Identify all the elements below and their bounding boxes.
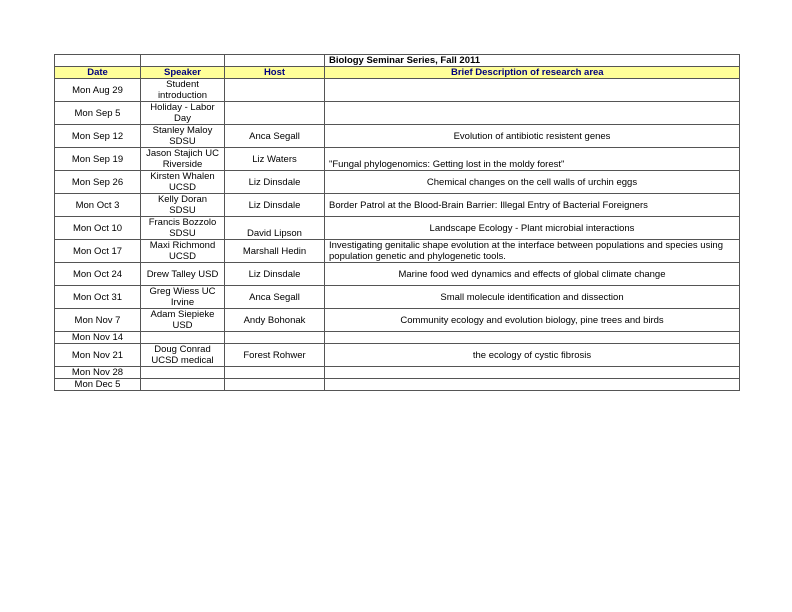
table-row bbox=[55, 240, 740, 263]
sheet-title: Biology Seminar Series, Fall 2011 bbox=[325, 55, 740, 67]
date-cell: Mon Nov 21 bbox=[55, 344, 141, 367]
description-cell: "Fungal phylogenomics: Getting lost in the moldy forest" bbox=[325, 148, 740, 171]
speaker-cell: Kelly Doran SDSU bbox=[141, 194, 225, 217]
empty-cell bbox=[225, 55, 325, 67]
speaker-cell: Kirsten Whalen UCSD bbox=[141, 171, 225, 194]
table-row bbox=[55, 102, 740, 125]
date-cell: Mon Nov 14 bbox=[55, 332, 141, 344]
table-row bbox=[55, 332, 740, 344]
header-host: Host bbox=[225, 67, 325, 79]
host-cell bbox=[225, 379, 325, 391]
speaker-cell: Doug Conrad UCSD medical bbox=[141, 344, 225, 367]
description-cell bbox=[325, 332, 740, 344]
host-cell: Anca Segall bbox=[225, 286, 325, 309]
host-cell: Liz Waters bbox=[225, 148, 325, 171]
date-cell: Mon Oct 3 bbox=[55, 194, 141, 217]
table-row bbox=[55, 125, 740, 148]
description-cell: Marine food wed dynamics and effects of global climate change bbox=[325, 263, 740, 286]
speaker-cell bbox=[141, 379, 225, 391]
speaker-cell: Greg Wiess UC Irvine bbox=[141, 286, 225, 309]
date-cell: Mon Sep 12 bbox=[55, 125, 141, 148]
description-cell: Border Patrol at the Blood-Brain Barrier: Illegal Entry of Bacterial Foreigners bbox=[325, 194, 740, 217]
host-cell: David Lipson bbox=[225, 217, 325, 240]
description-cell: Chemical changes on the cell walls of urchin eggs bbox=[325, 171, 740, 194]
header-description: Brief Description of research area bbox=[325, 67, 740, 79]
speaker-cell bbox=[141, 367, 225, 379]
description-cell: the ecology of cystic fibrosis bbox=[325, 344, 740, 367]
host-cell: Marshall Hedin bbox=[225, 240, 325, 263]
table-row bbox=[55, 148, 740, 171]
title-row bbox=[55, 55, 740, 67]
date-cell: Mon Oct 10 bbox=[55, 217, 141, 240]
date-cell: Mon Dec 5 bbox=[55, 379, 141, 391]
table-row bbox=[55, 367, 740, 379]
speaker-cell: Student introduction bbox=[141, 79, 225, 102]
date-cell: Mon Sep 5 bbox=[55, 102, 141, 125]
header-speaker: Speaker bbox=[141, 67, 225, 79]
header-row bbox=[55, 67, 740, 79]
date-cell: Mon Nov 28 bbox=[55, 367, 141, 379]
host-cell: Anca Segall bbox=[225, 125, 325, 148]
description-cell: Investigating genitalic shape evolution at the interface between populations and species using population genetic and phylogenetic tools. bbox=[325, 240, 740, 263]
host-cell bbox=[225, 102, 325, 125]
description-cell bbox=[325, 379, 740, 391]
description-cell bbox=[325, 367, 740, 379]
description-cell: Community ecology and evolution biology, pine trees and birds bbox=[325, 309, 740, 332]
table-row bbox=[55, 309, 740, 332]
date-cell: Mon Nov 7 bbox=[55, 309, 141, 332]
date-cell: Mon Oct 24 bbox=[55, 263, 141, 286]
host-cell: Forest Rohwer bbox=[225, 344, 325, 367]
description-cell bbox=[325, 102, 740, 125]
speaker-cell bbox=[141, 332, 225, 344]
table-row bbox=[55, 194, 740, 217]
date-cell: Mon Sep 26 bbox=[55, 171, 141, 194]
table-row bbox=[55, 286, 740, 309]
host-cell bbox=[225, 79, 325, 102]
host-cell: Andy Bohonak bbox=[225, 309, 325, 332]
host-cell: Liz Dinsdale bbox=[225, 171, 325, 194]
table-row bbox=[55, 217, 740, 240]
host-cell: Liz Dinsdale bbox=[225, 263, 325, 286]
date-cell: Mon Aug 29 bbox=[55, 79, 141, 102]
speaker-cell: Stanley Maloy SDSU bbox=[141, 125, 225, 148]
date-cell: Mon Oct 31 bbox=[55, 286, 141, 309]
seminar-schedule-table bbox=[54, 54, 740, 391]
table-row bbox=[55, 379, 740, 391]
description-cell: Small molecule identification and dissection bbox=[325, 286, 740, 309]
host-cell bbox=[225, 367, 325, 379]
description-cell: Landscape Ecology - Plant microbial interactions bbox=[325, 217, 740, 240]
table-row bbox=[55, 344, 740, 367]
date-cell: Mon Sep 19 bbox=[55, 148, 141, 171]
date-cell: Mon Oct 17 bbox=[55, 240, 141, 263]
speaker-cell: Francis Bozzolo SDSU bbox=[141, 217, 225, 240]
empty-cell bbox=[55, 55, 141, 67]
host-cell bbox=[225, 332, 325, 344]
description-cell: Evolution of antibiotic resistent genes bbox=[325, 125, 740, 148]
speaker-cell: Maxi Richmond UCSD bbox=[141, 240, 225, 263]
description-cell bbox=[325, 79, 740, 102]
empty-cell bbox=[141, 55, 225, 67]
table-row bbox=[55, 263, 740, 286]
table-row bbox=[55, 171, 740, 194]
speaker-cell: Drew Talley USD bbox=[141, 263, 225, 286]
table-row bbox=[55, 79, 740, 102]
speaker-cell: Holiday - Labor Day bbox=[141, 102, 225, 125]
host-cell: Liz Dinsdale bbox=[225, 194, 325, 217]
speaker-cell: Jason Stajich UC Riverside bbox=[141, 148, 225, 171]
speaker-cell: Adam Siepieke USD bbox=[141, 309, 225, 332]
header-date: Date bbox=[55, 67, 141, 79]
